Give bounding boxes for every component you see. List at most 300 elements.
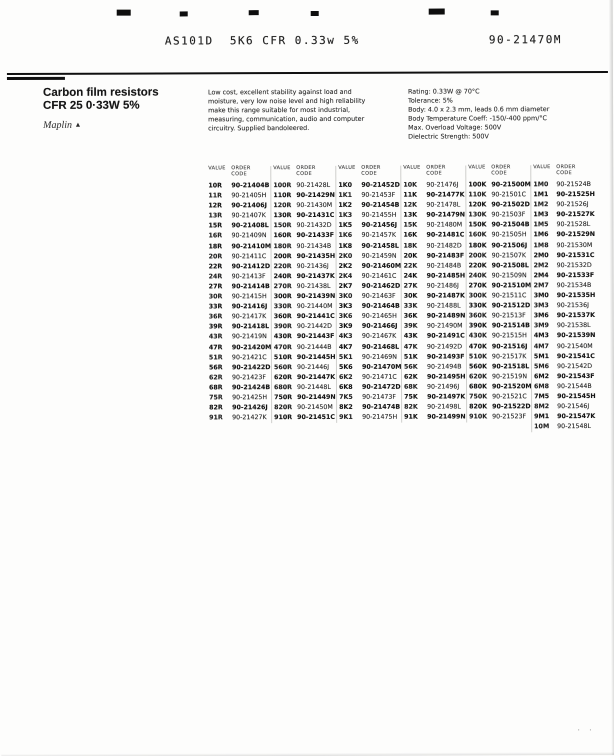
value-cell: 110R bbox=[273, 192, 292, 200]
spec-line: Max. Overload Voltage: 500V bbox=[408, 123, 502, 133]
value-cell: 220R bbox=[273, 262, 292, 270]
table-row bbox=[209, 312, 271, 322]
value-cell: 91K bbox=[404, 413, 418, 421]
value-cell: 5M1 bbox=[533, 352, 549, 360]
value-cell: 150K bbox=[468, 221, 487, 229]
code-cell: 90-21480M bbox=[426, 221, 463, 229]
code-cell: 90-21415H bbox=[231, 293, 267, 301]
code-cell: 90-21498L bbox=[427, 403, 461, 411]
product-description: Low cost, excellent stability against load and moisture, very low noise level and high reliability make this range suitable for most industrial, measuring, communication, audio and computer circuitry. Supplied bandoleered. bbox=[207, 87, 366, 133]
code-cell: 90-21422D bbox=[231, 363, 271, 371]
table-row bbox=[274, 312, 336, 322]
order-code-column-header: ORDER CODE bbox=[231, 165, 251, 177]
code-cell: 90-21421C bbox=[231, 353, 267, 361]
table-row bbox=[338, 221, 400, 231]
value-code-group bbox=[270, 166, 336, 423]
value-cell: 39R bbox=[208, 323, 223, 331]
scan-artifact bbox=[117, 10, 131, 16]
spec-list bbox=[408, 87, 596, 142]
value-code-group bbox=[530, 165, 596, 433]
code-cell: 90-21474B bbox=[362, 403, 401, 411]
group-header bbox=[338, 166, 400, 178]
product-subtitle: CFR 25 0·33W 5% bbox=[43, 99, 140, 112]
code-cell: 90-21437K bbox=[296, 272, 335, 280]
spec-line: Tolerance: 5% bbox=[408, 96, 453, 105]
table-row bbox=[404, 352, 466, 362]
table-row bbox=[404, 251, 466, 261]
code-cell: 90-21508L bbox=[491, 261, 529, 270]
group-header bbox=[468, 165, 530, 177]
value-cell: 180K bbox=[468, 241, 487, 249]
code-cell: 90-21447K bbox=[296, 373, 336, 381]
code-cell: 90-21416J bbox=[231, 303, 268, 311]
value-cell: 20K bbox=[403, 252, 418, 260]
table-row bbox=[339, 251, 401, 261]
table-row bbox=[274, 292, 336, 302]
code-cell: 90-21470M bbox=[361, 363, 402, 371]
table-row bbox=[534, 372, 596, 382]
code-cell: 90-21420M bbox=[231, 343, 272, 351]
code-cell: 90-21404B bbox=[231, 182, 270, 190]
value-cell: 24R bbox=[208, 273, 223, 281]
table-row bbox=[403, 231, 465, 241]
value-cell: 8K2 bbox=[339, 403, 353, 411]
scan-edge-shadow-bottom bbox=[1, 752, 614, 756]
table-row bbox=[469, 291, 531, 301]
table-row bbox=[534, 311, 596, 321]
table-row bbox=[404, 362, 466, 372]
value-cell: 4M3 bbox=[533, 332, 549, 340]
spec-line: Body Temperature Coeff: -150/-400 ppm/°C bbox=[408, 114, 548, 123]
value-cell: 33R bbox=[208, 303, 223, 311]
code-cell: 90-21499N bbox=[427, 413, 466, 421]
code-cell: 90-21424B bbox=[232, 384, 271, 392]
code-cell: 90-21500M bbox=[491, 181, 531, 189]
code-cell: 90-21461C bbox=[361, 272, 397, 280]
code-cell: 90-21519N bbox=[491, 373, 528, 381]
value-cell: 510R bbox=[273, 353, 292, 361]
value-cell: 62R bbox=[208, 374, 223, 382]
code-cell: 90-21490M bbox=[426, 322, 463, 330]
value-cell: 6K2 bbox=[338, 373, 353, 381]
code-cell: 90-21458L bbox=[361, 242, 399, 250]
value-cell: 1M1 bbox=[533, 191, 549, 199]
value-cell: 62K bbox=[403, 373, 418, 381]
code-cell: 90-21483F bbox=[426, 252, 465, 260]
group-header bbox=[208, 166, 270, 178]
code-cell: 90-21451C bbox=[297, 414, 336, 422]
value-cell: 220K bbox=[468, 262, 487, 270]
value-cell: 27R bbox=[208, 283, 223, 291]
value-cell: 9K1 bbox=[339, 413, 353, 422]
table-row bbox=[339, 383, 401, 393]
table-row bbox=[404, 342, 466, 352]
table-row bbox=[468, 211, 530, 221]
code-cell: 90-21501C bbox=[491, 191, 527, 199]
group-header bbox=[273, 166, 335, 178]
code-cell: 90-21496J bbox=[427, 383, 460, 391]
scan-artifact bbox=[429, 9, 445, 15]
value-cell: 3M6 bbox=[533, 312, 549, 320]
code-cell: 90-21492D bbox=[426, 342, 463, 351]
table-row bbox=[274, 363, 336, 373]
table-row bbox=[534, 241, 596, 251]
code-cell: 90-21497K bbox=[427, 393, 466, 401]
table-row bbox=[469, 372, 531, 382]
spec-line: Rating: 0.33W @ 70°C bbox=[407, 87, 480, 96]
table-row bbox=[534, 352, 596, 362]
code-cell: 90-21409N bbox=[231, 232, 267, 240]
value-cell: 12R bbox=[208, 202, 223, 210]
value-cell: 680R bbox=[274, 383, 293, 391]
code-cell: 90-21518L bbox=[491, 362, 530, 371]
code-cell: 90-21440M bbox=[296, 303, 333, 311]
value-cell: 5K1 bbox=[338, 353, 353, 361]
value-cell: 7K5 bbox=[339, 393, 353, 401]
code-cell: 90-21455H bbox=[361, 211, 397, 220]
table-row bbox=[534, 251, 596, 261]
table-row bbox=[404, 271, 466, 281]
code-cell: 90-21547K bbox=[557, 413, 596, 421]
table-row bbox=[339, 393, 401, 403]
table-row bbox=[209, 353, 271, 363]
value-cell: 470K bbox=[468, 342, 487, 350]
code-cell: 90-21465H bbox=[361, 312, 397, 321]
code-cell: 90-21540M bbox=[556, 342, 593, 350]
table-row bbox=[209, 383, 271, 393]
table-row bbox=[404, 261, 466, 271]
value-code-group bbox=[206, 166, 271, 423]
value-cell: 51K bbox=[403, 353, 418, 361]
table-row bbox=[209, 333, 271, 343]
brand-logo bbox=[43, 119, 201, 131]
value-cell: 22R bbox=[208, 263, 223, 271]
code-cell: 90-21408L bbox=[231, 222, 269, 230]
table-row bbox=[274, 393, 336, 403]
value-cell: 1M5 bbox=[533, 221, 549, 229]
page-footer-marks: · · bbox=[577, 725, 595, 737]
value-cell: 300K bbox=[468, 292, 487, 300]
code-cell: 90-21537K bbox=[556, 312, 595, 320]
value-cell: 3K6 bbox=[338, 313, 353, 321]
order-code-column-header: ORDER CODE bbox=[426, 164, 446, 177]
code-cell: 90-21533F bbox=[556, 271, 595, 279]
value-cell: 100R bbox=[273, 182, 292, 190]
table-row bbox=[404, 312, 466, 322]
table-row bbox=[469, 352, 531, 362]
value-cell: 120K bbox=[468, 201, 487, 209]
code-cell: 90-21534B bbox=[556, 281, 592, 290]
code-cell: 90-21527K bbox=[556, 211, 595, 219]
value-cell: 18K bbox=[403, 242, 418, 250]
value-cell: 200K bbox=[468, 252, 487, 260]
value-cell: 3K9 bbox=[338, 323, 353, 331]
value-cell: 1K0 bbox=[338, 181, 352, 189]
scan-edge-shadow-right bbox=[609, 0, 614, 755]
value-cell: 1M2 bbox=[533, 201, 549, 209]
code-cell: 90-21510M bbox=[491, 282, 532, 290]
value-cell: 6M8 bbox=[534, 383, 550, 391]
value-cell: 11R bbox=[208, 192, 223, 200]
table-row bbox=[533, 220, 595, 230]
code-cell: 90-21477K bbox=[426, 191, 465, 199]
value-cell: 2K4 bbox=[338, 272, 353, 280]
value-cell: 5M6 bbox=[533, 362, 550, 370]
code-cell: 90-21504B bbox=[491, 221, 530, 229]
value-cell: 130K bbox=[468, 211, 487, 219]
table-row bbox=[469, 412, 531, 422]
value-cell: 6K8 bbox=[339, 383, 353, 391]
table-row bbox=[274, 252, 336, 262]
table-row bbox=[469, 241, 531, 251]
value-cell: 15K bbox=[403, 221, 418, 230]
code-cell: 90-21522D bbox=[492, 403, 531, 411]
value-cell: 18R bbox=[208, 242, 223, 250]
table-row bbox=[534, 281, 596, 291]
value-cell: 120R bbox=[273, 202, 292, 210]
table-row bbox=[404, 372, 466, 382]
table-row bbox=[404, 281, 466, 291]
table-row bbox=[208, 211, 270, 221]
value-cell: 36R bbox=[208, 313, 223, 321]
table-row bbox=[339, 322, 401, 332]
value-cell: 180R bbox=[273, 242, 292, 250]
value-cell: 360R bbox=[273, 313, 292, 321]
code-cell: 90-21494B bbox=[426, 363, 462, 371]
code-cell: 90-21428L bbox=[296, 181, 331, 190]
value-cell: 12K bbox=[403, 201, 418, 209]
table-row bbox=[404, 392, 466, 402]
table-row bbox=[274, 241, 336, 251]
code-cell: 90-21493F bbox=[426, 353, 465, 361]
value-cell: 330K bbox=[468, 302, 487, 310]
table-row bbox=[273, 231, 335, 241]
value-cell: 1K5 bbox=[338, 222, 353, 230]
value-cell: 1M0 bbox=[533, 181, 549, 189]
code-cell: 90-21414B bbox=[231, 283, 270, 291]
code-cell: 90-21419N bbox=[231, 333, 267, 341]
value-cell: 130R bbox=[273, 212, 292, 220]
table-row bbox=[469, 392, 531, 402]
value-cell: 10K bbox=[403, 181, 417, 189]
value-cell: 330R bbox=[273, 303, 292, 311]
value-cell: 1K1 bbox=[338, 191, 353, 199]
code-cell: 90-21459N bbox=[361, 252, 397, 260]
value-cell: 43R bbox=[208, 333, 223, 341]
value-cell: 620K bbox=[468, 373, 488, 381]
table-row bbox=[208, 201, 270, 211]
value-cell: 560K bbox=[468, 363, 488, 371]
value-cell: 8M2 bbox=[534, 403, 550, 411]
code-cell: 90-21462D bbox=[361, 282, 401, 290]
code-cell: 90-21475H bbox=[362, 413, 398, 421]
table-row bbox=[534, 412, 596, 422]
value-cell: 9M1 bbox=[534, 413, 550, 421]
table-row bbox=[208, 181, 270, 191]
code-cell: 90-21538L bbox=[556, 322, 591, 330]
resistor-table bbox=[206, 165, 596, 434]
table-row bbox=[208, 222, 270, 232]
code-cell: 90-21543F bbox=[556, 372, 595, 380]
table-row bbox=[274, 373, 336, 383]
value-cell: 2M4 bbox=[533, 271, 549, 280]
table-row bbox=[339, 413, 401, 423]
code-cell: 90-21515H bbox=[491, 332, 527, 340]
code-cell: 90-21450M bbox=[297, 403, 333, 412]
table-row bbox=[274, 403, 336, 413]
code-cell: 90-21484B bbox=[426, 262, 462, 270]
table-row bbox=[534, 271, 596, 281]
value-cell: 24K bbox=[403, 272, 418, 280]
code-cell: 90-21544B bbox=[557, 382, 592, 391]
value-cell: 3M9 bbox=[533, 322, 549, 330]
value-column-header: VALUE bbox=[273, 165, 291, 172]
value-cell: 620R bbox=[273, 373, 293, 381]
value-code-group bbox=[400, 165, 466, 422]
table-row bbox=[534, 392, 596, 402]
table-row bbox=[339, 352, 401, 362]
value-cell: 2M7 bbox=[533, 282, 549, 290]
table-row bbox=[468, 190, 530, 200]
code-cell: 90-21431C bbox=[296, 212, 335, 220]
value-cell: 300R bbox=[273, 293, 292, 301]
table-row bbox=[534, 331, 596, 341]
code-cell: 90-21466J bbox=[361, 322, 398, 331]
table-row bbox=[404, 291, 466, 301]
table-row bbox=[403, 211, 465, 221]
code-cell: 90-21460M bbox=[361, 262, 402, 270]
code-cell: 90-21491C bbox=[426, 332, 465, 340]
value-cell: 1M6 bbox=[533, 231, 549, 239]
code-cell: 90-21410M bbox=[231, 242, 272, 250]
code-cell: 90-21503F bbox=[491, 211, 526, 219]
value-cell: 1K6 bbox=[338, 232, 353, 240]
code-cell: 90-21425H bbox=[232, 394, 268, 402]
order-code-column-header: ORDER CODE bbox=[556, 164, 576, 176]
divider-rule bbox=[7, 71, 608, 75]
code-cell: 90-21495H bbox=[426, 373, 466, 381]
value-cell: 75R bbox=[209, 394, 223, 402]
value-cell: 110K bbox=[468, 191, 487, 199]
table-row bbox=[339, 292, 401, 302]
table-row bbox=[273, 201, 335, 211]
table-row bbox=[468, 200, 530, 210]
table-row bbox=[404, 332, 466, 342]
value-cell: 240K bbox=[468, 272, 487, 280]
code-cell: 90-21546J bbox=[557, 403, 590, 411]
value-cell: 30K bbox=[403, 292, 418, 300]
code-cell: 90-21441C bbox=[296, 313, 335, 321]
value-cell: 470R bbox=[273, 343, 292, 351]
value-cell: 150R bbox=[273, 222, 292, 230]
code-cell: 90-21467K bbox=[361, 333, 397, 341]
table-row bbox=[469, 251, 531, 261]
table-row bbox=[403, 180, 465, 190]
value-cell: 390K bbox=[468, 322, 487, 330]
order-code-column-header: ORDER CODE bbox=[361, 164, 381, 177]
value-cell: 68R bbox=[209, 384, 223, 392]
code-cell: 90-21430M bbox=[296, 202, 333, 210]
table-row bbox=[469, 362, 531, 372]
value-column-header: VALUE bbox=[208, 165, 226, 172]
handwritten-order-code: 90-21470M bbox=[488, 33, 562, 47]
code-cell: 90-21423F bbox=[231, 373, 266, 382]
table-row bbox=[209, 302, 271, 312]
code-cell: 90-21417K bbox=[231, 313, 267, 321]
code-cell: 90-21412D bbox=[231, 262, 271, 271]
table-row bbox=[534, 291, 596, 301]
table-row bbox=[534, 402, 596, 412]
table-row bbox=[338, 191, 400, 201]
table-row bbox=[339, 241, 401, 251]
table-row bbox=[469, 301, 531, 311]
code-cell: 90-21405H bbox=[231, 192, 267, 200]
table-row bbox=[469, 271, 531, 281]
value-cell: 11K bbox=[403, 191, 418, 199]
table-row bbox=[468, 221, 530, 231]
code-cell: 90-21438L bbox=[296, 282, 331, 290]
value-cell: 3M3 bbox=[533, 302, 549, 310]
table-row bbox=[533, 190, 595, 200]
code-cell: 90-21445H bbox=[296, 353, 336, 361]
code-cell: 90-21517K bbox=[491, 352, 527, 360]
table-row bbox=[209, 393, 271, 403]
table-row bbox=[339, 312, 401, 322]
code-cell: 90-21442D bbox=[296, 323, 333, 331]
value-cell: 13R bbox=[208, 212, 223, 220]
scan-artifact bbox=[249, 10, 259, 15]
table-row bbox=[339, 282, 401, 292]
table-row bbox=[469, 342, 531, 352]
table-row bbox=[209, 363, 271, 373]
table-row bbox=[534, 341, 596, 351]
table-row bbox=[469, 281, 531, 291]
code-cell: 90-21541C bbox=[556, 352, 595, 360]
value-cell: 4K3 bbox=[338, 333, 353, 341]
code-cell: 90-21511C bbox=[491, 292, 527, 300]
table-row bbox=[274, 262, 336, 272]
table-row bbox=[468, 231, 530, 241]
value-cell: 56K bbox=[403, 363, 418, 371]
table-row bbox=[404, 403, 466, 413]
table-row bbox=[403, 221, 465, 231]
brand-name: Maplin bbox=[43, 119, 73, 131]
table-row bbox=[339, 342, 401, 352]
value-cell: 560R bbox=[273, 363, 292, 371]
code-cell: 90-21426J bbox=[232, 404, 268, 412]
table-row bbox=[404, 322, 466, 332]
value-cell: 2K7 bbox=[338, 282, 353, 290]
value-cell: 430K bbox=[468, 332, 487, 340]
value-cell: 510K bbox=[468, 352, 487, 361]
code-cell: 90-21488L bbox=[426, 302, 461, 310]
code-cell: 90-21454B bbox=[361, 201, 400, 209]
value-cell: 820K bbox=[469, 403, 488, 411]
value-cell: 7M5 bbox=[534, 393, 550, 401]
table-row bbox=[274, 413, 336, 423]
code-cell: 90-21486J bbox=[426, 282, 459, 290]
code-cell: 90-21502D bbox=[491, 201, 530, 209]
value-cell: 3M0 bbox=[533, 292, 549, 300]
code-cell: 90-21514B bbox=[491, 322, 530, 330]
table-row bbox=[273, 191, 335, 201]
value-cell: 39K bbox=[403, 322, 418, 330]
code-cell: 90-21524B bbox=[556, 181, 591, 189]
table-row bbox=[533, 200, 595, 210]
value-cell: 750R bbox=[274, 394, 293, 402]
code-cell: 90-21505H bbox=[491, 231, 527, 239]
code-cell: 90-21446J bbox=[296, 363, 330, 371]
